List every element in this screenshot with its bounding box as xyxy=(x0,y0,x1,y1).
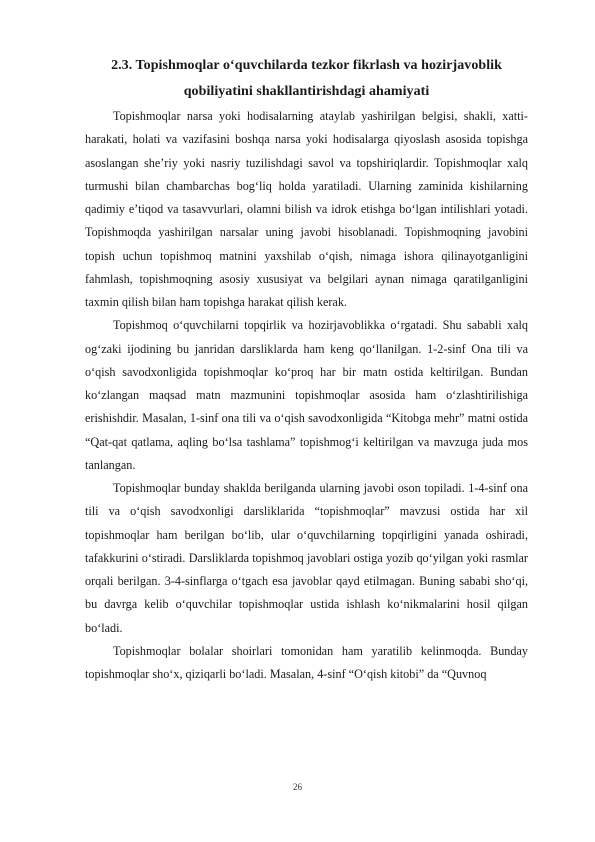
paragraph-poets: Topishmoqlar bolalar shoirlari tomonidan ham yaratilib kelinmoqda. Bunday topishmoqlar sho‘x, qiziqarli bo‘ladi. Masalan, 4-sinf “O‘qish kitobi” da “Quvnoq xyxy=(85,643,528,681)
paragraph-answers: Topishmoqlar bunday shaklda berilganda ularning javobi oson topiladi. 1-4-sinf ona tili va o‘qish savodxonligi darsliklarida “topishmoqlar” mavzusi ostida har xil topishmoqlar ham berilgan bo‘lib, ular o‘quvchilarning topqirligini yanada oshiradi, tafakkurini o‘stiradi. Darsliklarda topishmoq javoblari ostiga yozib qo‘yilgan yoki rasmlar orqali berilgan. 3-4-sinflarga o‘tgach esa javoblar qayd etilmagan. Buning sababi sho‘qi, bu davrga kelib o‘quvchilar topishmoqlar ustida ishlash ko‘nikmalarini hosil qilgan bo‘ladi. xyxy=(85,481,528,635)
paragraph-definition: Topishmoqlar narsa yoki hodisalarning ataylab yashirilgan belgisi, shakli, xatti-harakati, holati va vazifasini boshqa narsa yoki hodisalarga qiyoslash asosida topishga asoslangan she’riy yoki nasriy tuzilishdagi savol va topshiriqlardir. Topishmoqlar xalq turmushi bilan chambarchas bog‘liq holda yaratiladi. Ularning zaminida kishilarning qadimiy e’tiqod va tasavvurlari, olamni bilish va idrok etishga bo‘lgan intilishlari yotadi. Topishmoqda yashirilgan narsalar uning javobi hisoblanadi. Topishmoqning javobini topish uchun topishmoq matnini yaxshilab o‘qish, nimaga ishora qilinayotganligini fahmlash, topishmoqning asosiy xususiyat va belgilari aynan nimaga qaratilganligini taxmin qilish bilan ham topishga harakat qilish kerak. xyxy=(85,109,528,309)
body-text xyxy=(85,105,528,686)
section-heading xyxy=(85,53,528,105)
page-number: 26 xyxy=(293,782,302,792)
paragraph-textbooks: Topishmoq o‘quvchilarni topqirlik va hozirjavoblikka o‘rgatadi. Shu sababli xalq og‘zaki ijodining bu janridan darsliklarda ham keng qo‘llanilgan. 1-2-sinf Ona tili va o‘qish savodxonligida topishmoqlar ko‘proq har bir matn ostida keltirilgan. Bundan ko‘zlangan maqsad matn mazmunini topishmoqlar asosida ham o‘zlashtirilishiga erishishdir. Masalan, 1-sinf ona tili va o‘qish savodxonligida “Kitobga mehr” matni ostida “Qat-qat qatlama, aqling bo‘lsa tashlama” topishmog‘i keltirilgan va mavzuga juda mos tanlangan. xyxy=(85,318,528,472)
section-heading-line-2: qobiliyatini shakllantirishdagi ahamiyati xyxy=(183,84,430,99)
section-heading-line-1: 2.3. Topishmoqlar o‘quvchilarda tezkor fikrlash va hozirjavoblik xyxy=(111,58,502,73)
